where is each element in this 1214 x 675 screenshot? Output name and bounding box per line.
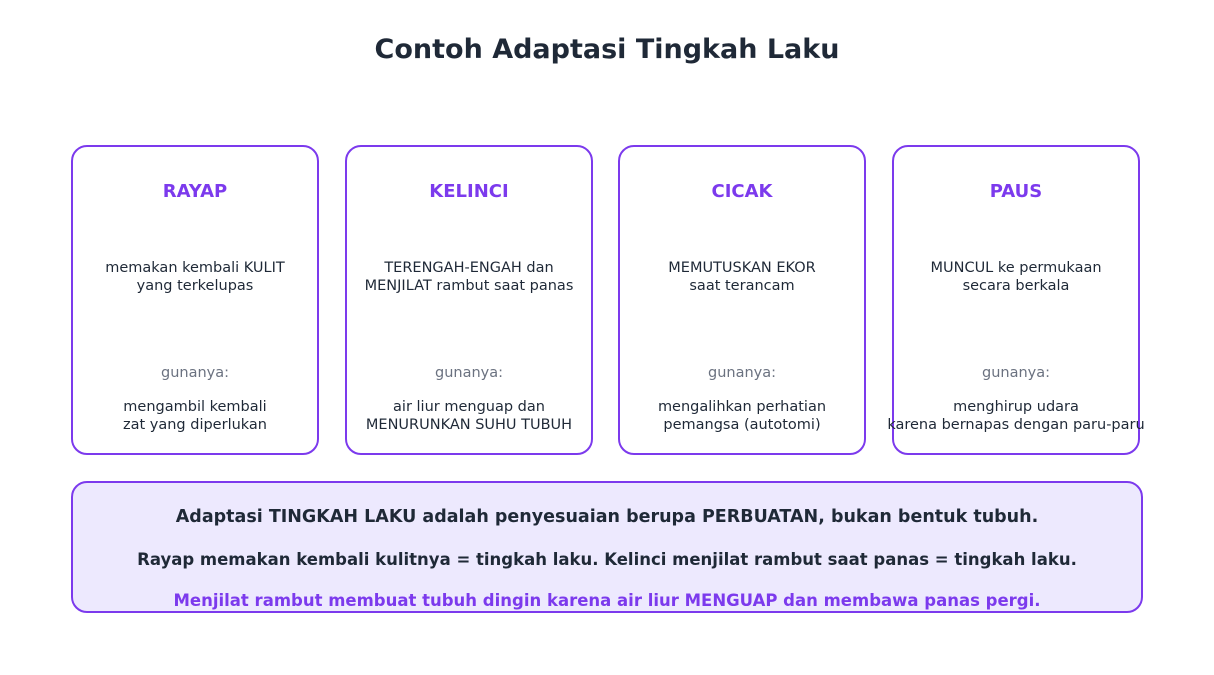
summary-box (71, 481, 1143, 613)
description-line: memakan kembali KULIT (105, 260, 285, 276)
card-rayap (71, 145, 319, 455)
function-line: zat yang diperlukan (122, 417, 268, 433)
card-title: RAYAP (162, 181, 228, 202)
description-line: TERENGAH-ENGAH dan (384, 260, 554, 276)
function-label: gunanya: (160, 365, 229, 381)
description-line: MENJILAT rambut saat panas (364, 278, 574, 294)
function-label: gunanya: (707, 365, 776, 381)
description-line: MEMUTUSKAN EKOR (668, 260, 816, 276)
function-label: gunanya: (434, 365, 503, 381)
summary-explanation: Menjilat rambut membuat tubuh dingin karena air liur MENGUAP dan membawa panas pergi. (173, 591, 1041, 610)
summary-examples: Rayap memakan kembali kulitnya = tingkah laku. Kelinci menjilat rambut saat panas = tingkah laku. (137, 550, 1077, 569)
card-description (884, 259, 1148, 295)
function-line: pemangsa (autotomi) (663, 417, 821, 433)
description-line: yang terkelupas (136, 278, 254, 294)
card-paus (887, 145, 1145, 455)
page-title: Contoh Adaptasi Tingkah Laku (374, 34, 840, 65)
function-label: gunanya: (981, 365, 1050, 381)
card-function (610, 398, 874, 434)
card-function (337, 398, 601, 434)
card-description (610, 259, 874, 295)
card-function (63, 398, 327, 434)
description-line: saat terancam (689, 278, 795, 294)
card-description (63, 259, 327, 295)
summary-definition: Adaptasi TINGKAH LAKU adalah penyesuaian berupa PERBUATAN, bukan bentuk tubuh. (175, 507, 1039, 527)
function-line: mengalihkan perhatian (657, 399, 827, 415)
card-title: KELINCI (429, 181, 509, 202)
card-description (337, 259, 601, 295)
description-line: MUNCUL ke permukaan (930, 260, 1102, 276)
card-kelinci (345, 145, 593, 455)
function-line: air liur menguap dan (393, 399, 545, 415)
function-line: karena bernapas dengan paru-paru (887, 417, 1145, 433)
description-line: secara berkala (962, 278, 1070, 294)
card-cicak (618, 145, 866, 455)
card-function (884, 398, 1148, 434)
card-title: CICAK (711, 181, 773, 202)
function-line: mengambil kembali (123, 399, 267, 415)
card-title: PAUS (989, 181, 1043, 202)
function-line: menghirup udara (953, 399, 1079, 415)
function-line: MENURUNKAN SUHU TUBUH (365, 417, 573, 433)
